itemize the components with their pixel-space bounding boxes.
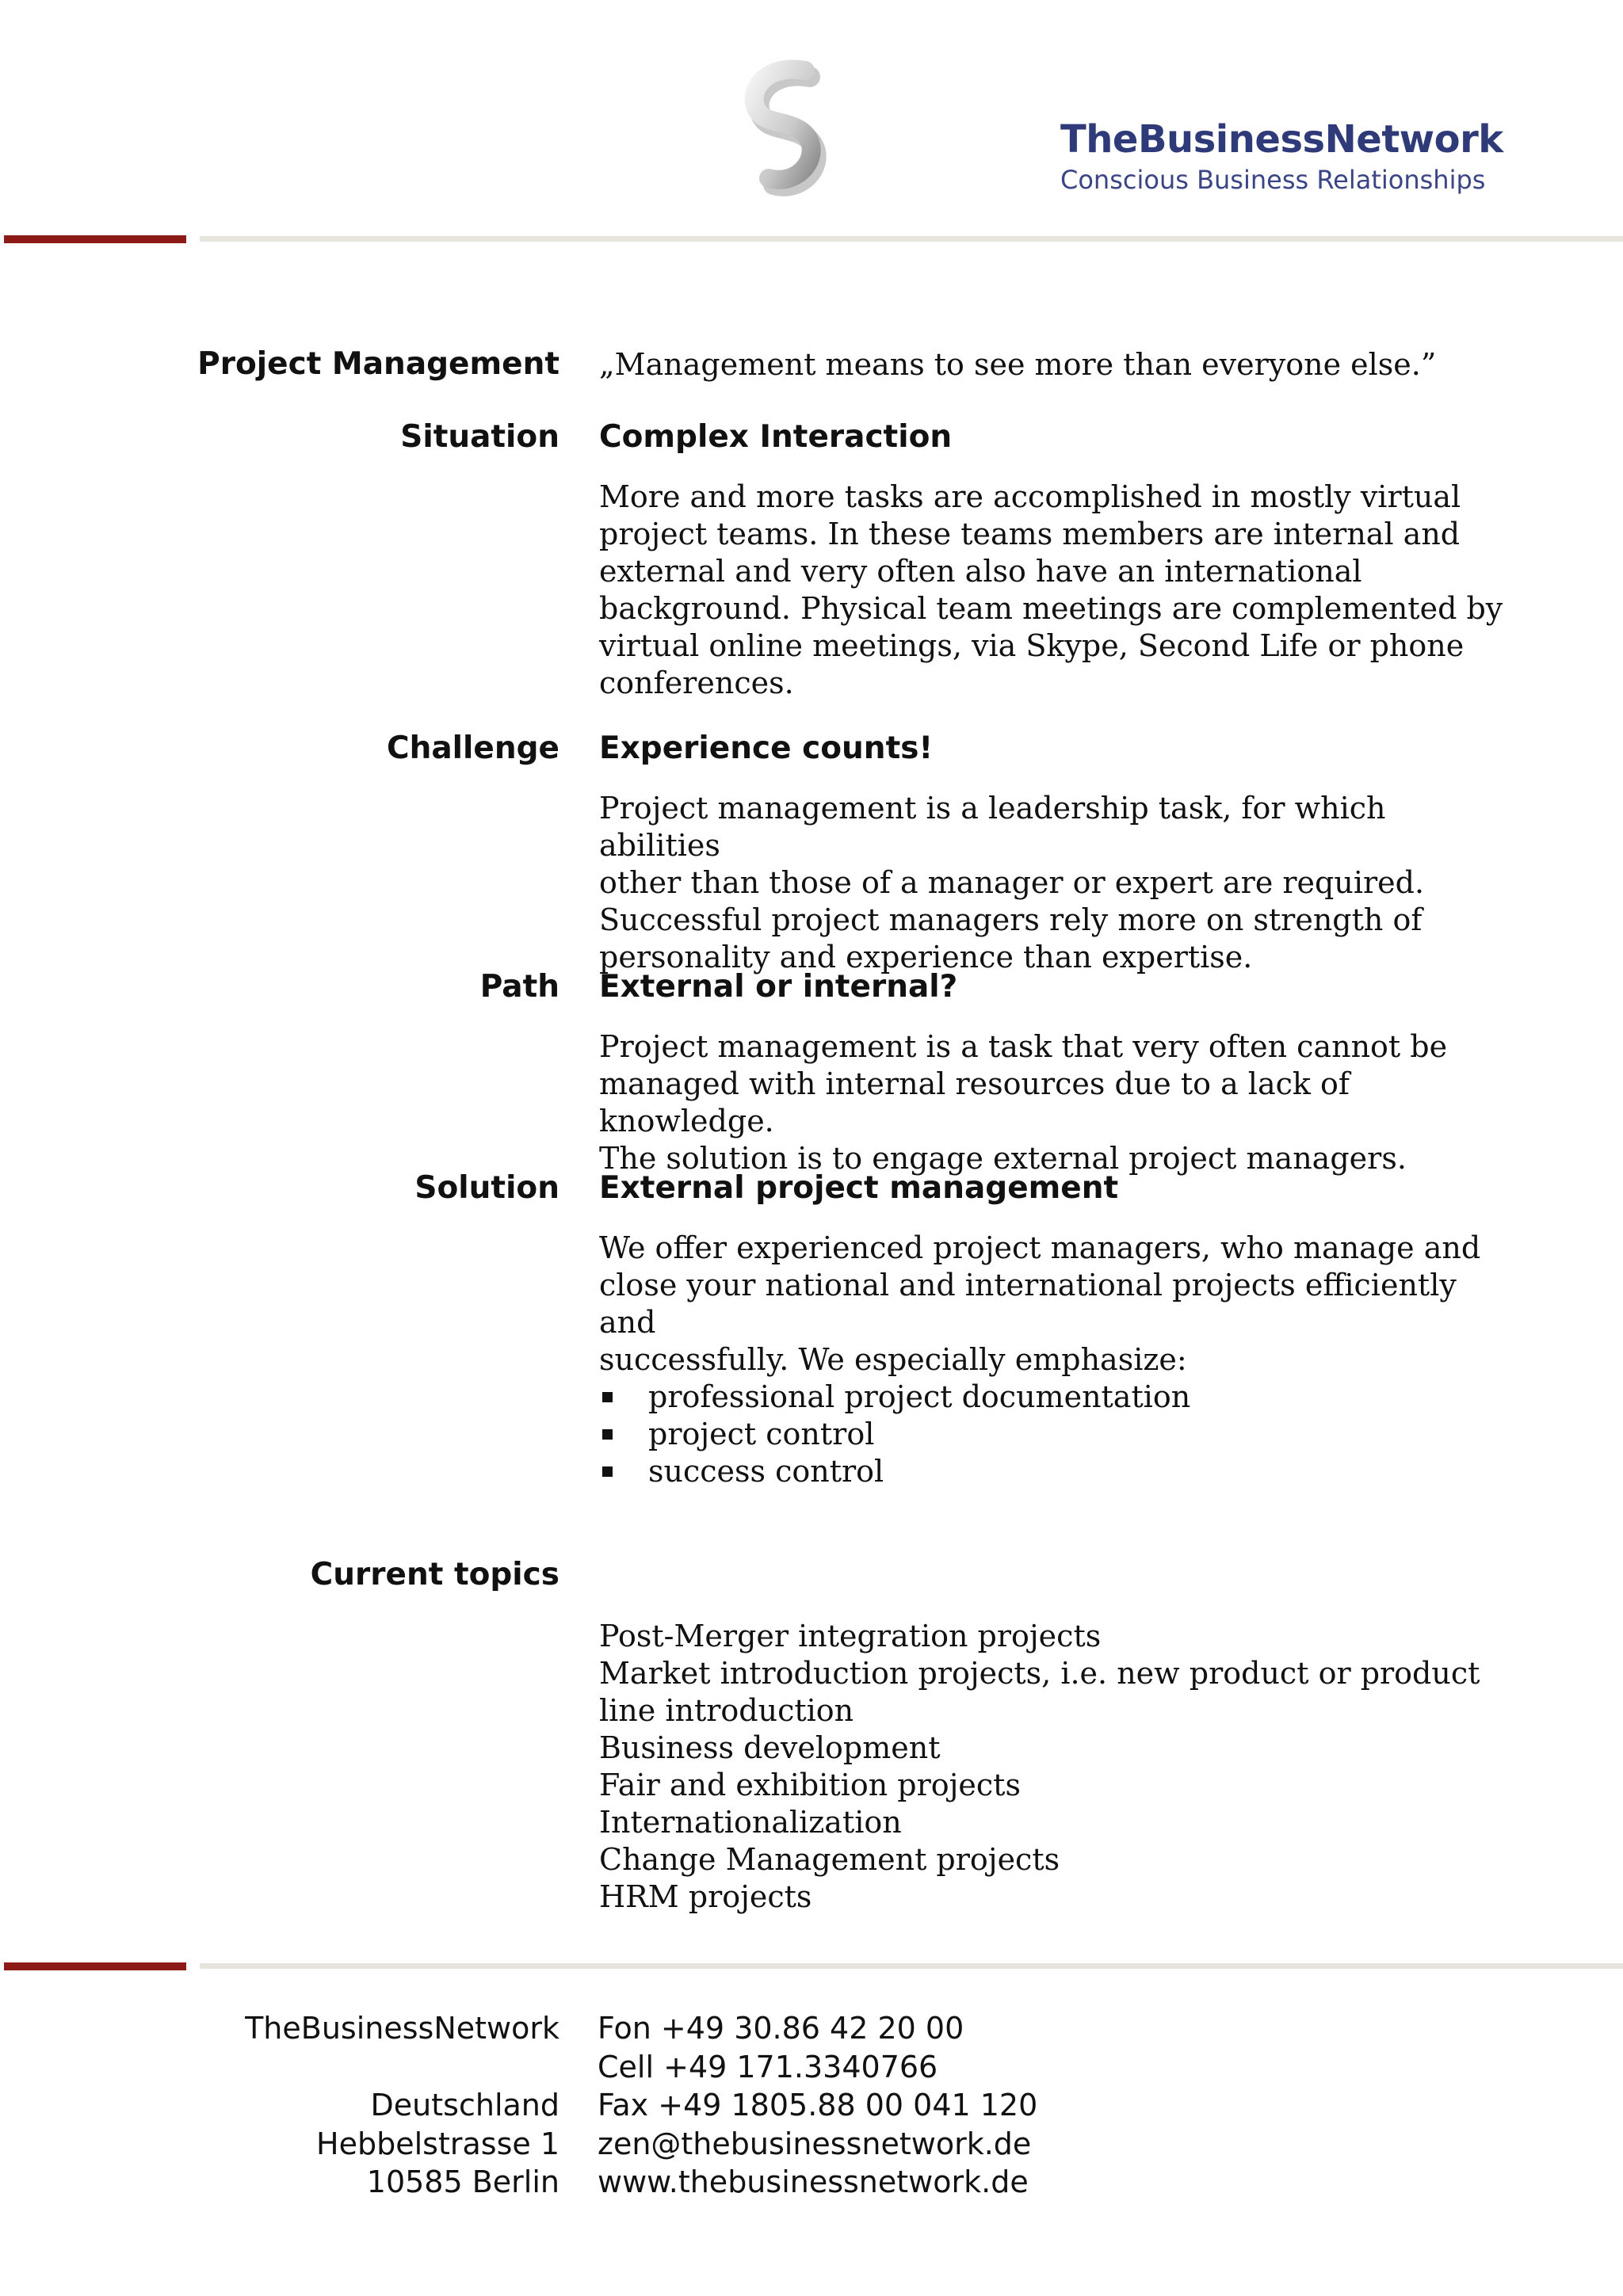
- challenge-heading: Experience counts!: [599, 730, 934, 766]
- brand-block: [1060, 117, 1503, 196]
- list-item: Fair and exhibition projects: [599, 1768, 1021, 1802]
- list-item: [599, 1453, 1510, 1490]
- solution-bullet-list: [599, 1379, 1510, 1490]
- intro-label: Project Management: [197, 346, 559, 382]
- footer-spacer: [245, 2048, 559, 2087]
- solution-label: Solution: [414, 1170, 559, 1206]
- footer-rule: [200, 1963, 1623, 1969]
- list-item-text: success control: [648, 1454, 884, 1489]
- footer-company: TheBusinessNetwork: [245, 2011, 559, 2046]
- text-line: project teams. In these teams members are internal and: [599, 517, 1461, 551]
- list-item-text: professional project documentation: [648, 1379, 1191, 1414]
- intro-quote: „Management means to see more than everyone else.”: [599, 347, 1437, 382]
- list-item: [599, 1416, 1510, 1453]
- footer-street: Hebbelstrasse 1: [316, 2126, 559, 2161]
- footer-country: Deutschland: [370, 2088, 559, 2122]
- topics-list: [599, 1618, 1510, 1916]
- header-rule-accent: [4, 235, 186, 243]
- text-line: The solution is to engage external project managers.: [599, 1141, 1407, 1176]
- path-text: [599, 1028, 1510, 1177]
- text-line: successfully. We especially emphasize:: [599, 1342, 1187, 1377]
- footer-address: [245, 2009, 559, 2202]
- list-item: [599, 1379, 1510, 1416]
- situation-label: Situation: [400, 419, 559, 455]
- challenge-block: [599, 730, 1510, 976]
- footer-email-link[interactable]: zen@thebusinessnetwork.de: [598, 2126, 1032, 2161]
- list-item: HRM projects: [599, 1879, 812, 1914]
- list-item: Internationalization: [599, 1805, 902, 1840]
- footer-fon: Fon +49 30.86 42 20 00: [598, 2011, 964, 2046]
- text-line: personality and experience than expertise.: [599, 940, 1253, 974]
- solution-text: [599, 1230, 1510, 1379]
- text-line: conferences.: [599, 666, 794, 700]
- list-item: Business development: [599, 1730, 941, 1765]
- list-item-text: project control: [648, 1417, 875, 1451]
- text-line: Project management is a task that very often cannot be: [599, 1029, 1448, 1064]
- topics-label: Current topics: [310, 1557, 559, 1592]
- header-rule: [200, 236, 1623, 242]
- situation-heading: Complex Interaction: [599, 419, 953, 455]
- path-label: Path: [479, 969, 559, 1005]
- footer-cell: Cell +49 171.3340766: [598, 2049, 938, 2084]
- list-item: Change Management projects: [599, 1842, 1060, 1877]
- text-line: close your national and international projects efficiently and: [599, 1268, 1457, 1340]
- text-line: managed with internal resources due to a lack of knowledge.: [599, 1066, 1350, 1138]
- situation-text: [599, 479, 1510, 702]
- list-item: line introduction: [599, 1693, 854, 1728]
- text-line: other than those of a manager or expert are required.: [599, 865, 1425, 900]
- footer-contact: [598, 2009, 1037, 2202]
- bullet-square-icon: [602, 1392, 613, 1402]
- list-item: Post-Merger integration projects: [599, 1619, 1102, 1653]
- path-heading: External or internal?: [599, 969, 958, 1005]
- challenge-text: [599, 790, 1510, 976]
- text-line: virtual online meetings, via Skype, Second Life or phone: [599, 628, 1465, 663]
- brand-tagline: Conscious Business Relationships: [1060, 165, 1486, 195]
- challenge-label: Challenge: [386, 730, 559, 766]
- footer-fax: Fax +49 1805.88 00 041 120: [598, 2088, 1038, 2122]
- bullet-square-icon: [602, 1429, 613, 1440]
- footer-website-link[interactable]: www.thebusinessnetwork.de: [598, 2164, 1029, 2199]
- text-line: Successful project managers rely more on strength of: [599, 902, 1423, 937]
- situation-block: [599, 418, 1510, 702]
- text-line: We offer experienced project managers, who manage and: [599, 1230, 1481, 1265]
- footer-city: 10585 Berlin: [366, 2164, 559, 2199]
- brand-name: TheBusinessNetwork: [1060, 117, 1503, 162]
- solution-heading: External project management: [599, 1170, 1119, 1206]
- path-block: [599, 968, 1510, 1177]
- footer-rule-accent: [4, 1962, 186, 1970]
- text-line: Project management is a leadership task, for which abilities: [599, 791, 1386, 863]
- text-line: external and very often also have an international: [599, 554, 1362, 589]
- swirl-s-logo-icon: [729, 59, 848, 202]
- text-line: More and more tasks are accomplished in mostly virtual: [599, 479, 1461, 514]
- solution-block: [599, 1169, 1510, 1490]
- list-item: Market introduction projects, i.e. new product or product: [599, 1656, 1480, 1691]
- text-line: background. Physical team meetings are complemented by: [599, 591, 1503, 626]
- bullet-square-icon: [602, 1466, 613, 1477]
